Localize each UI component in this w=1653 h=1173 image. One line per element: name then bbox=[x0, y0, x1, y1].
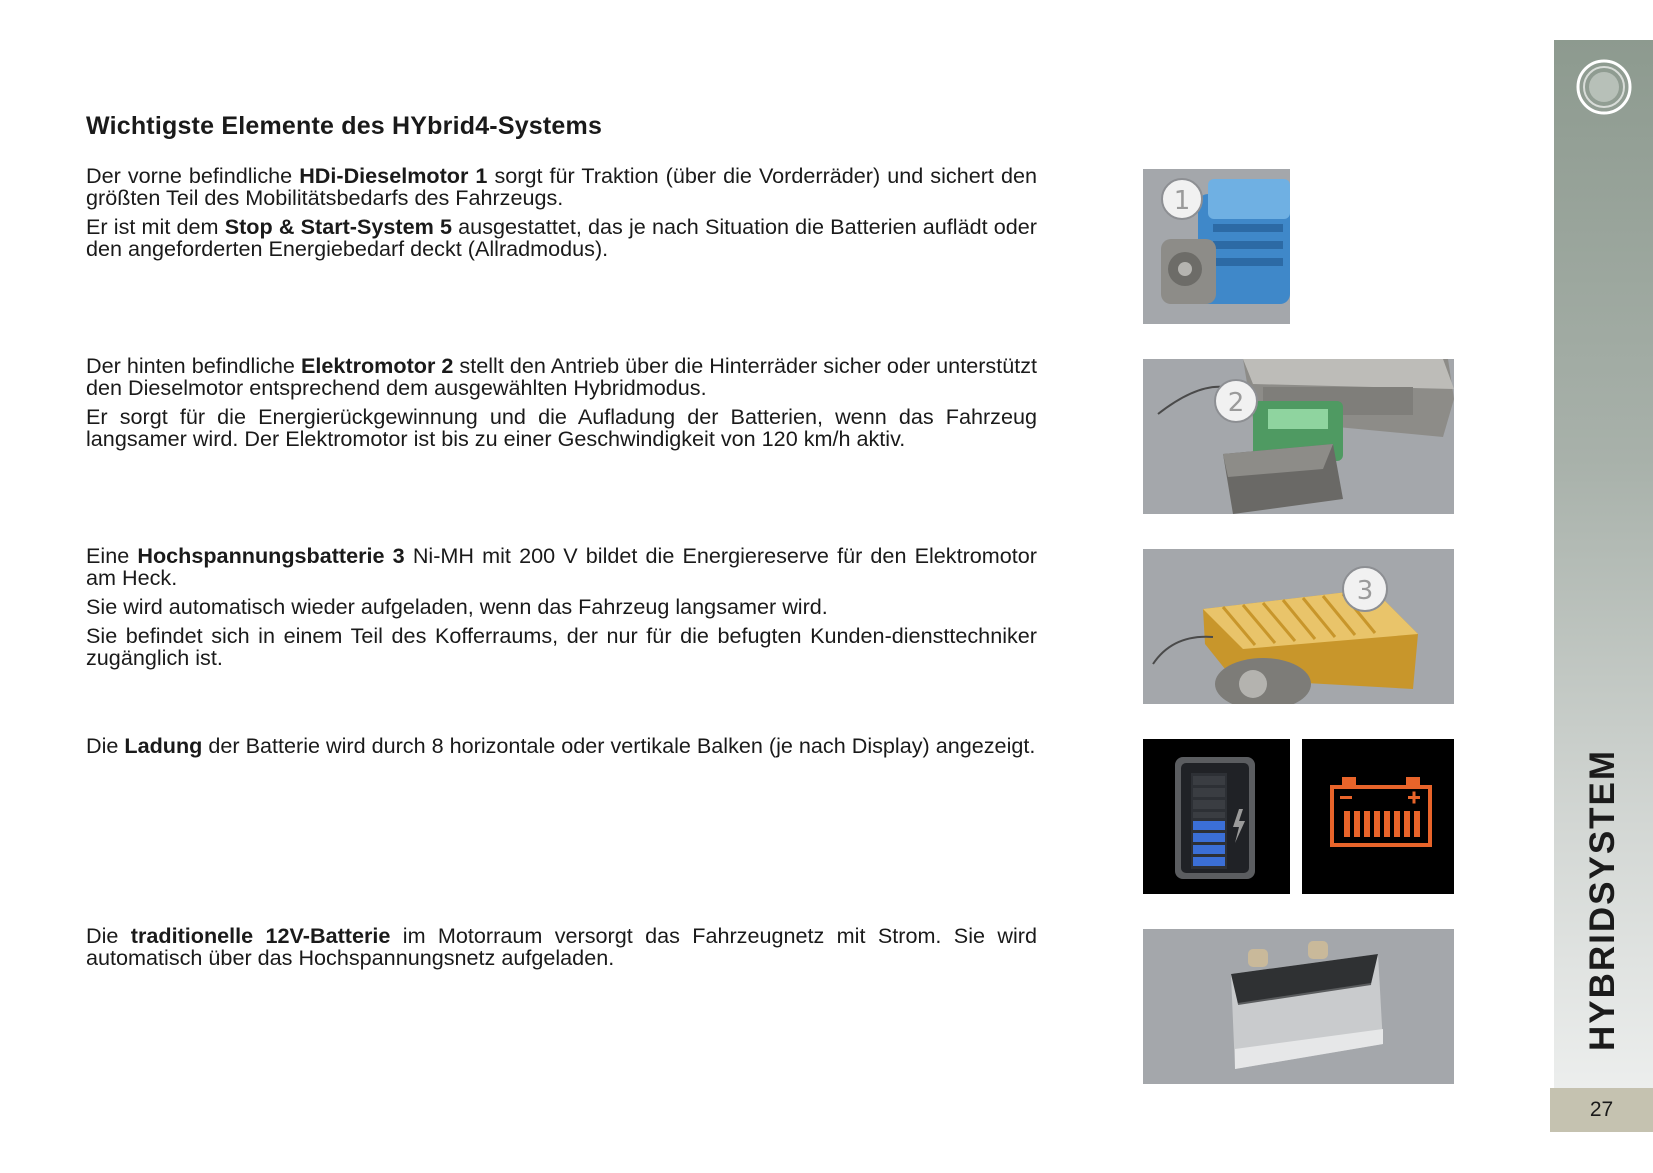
chapter-title: HYBRIDSYSTEM bbox=[1583, 748, 1622, 1052]
paragraph: Eine Hochspannungsbatterie 3 Ni-MH mit 200 V bildet die Energiereserve für den Elektromotor am Heck. bbox=[86, 543, 1037, 590]
page-heading: Wichtigste Elemente des HYbrid4-Systems bbox=[86, 112, 603, 140]
paragraph: Sie wird automatisch wieder aufgeladen, wenn das Fahrzeug langsamer wird. bbox=[86, 594, 828, 619]
electric-motor-image bbox=[1143, 359, 1454, 514]
paragraph: Die Ladung der Batterie wird durch 8 horizontale oder vertikale Balken (je nach Display) angezeigt. bbox=[86, 733, 1036, 758]
paragraph: Er ist mit dem Stop & Start-System 5 ausgestattet, das je nach Situation die Batterien auflädt oder den angeforderten Energiebedarf deckt (Allradmodus). bbox=[86, 214, 1037, 261]
paragraph: Er sorgt für die Energierückgewinnung und die Aufladung der Batterien, wenn das Fahrzeug langsamer wird. Der Elektromotor ist bis zu einer Geschwindigkeit von 120 km/h aktiv. bbox=[86, 404, 1037, 451]
callout-3: 3 bbox=[1356, 576, 1374, 606]
diesel-engine-image bbox=[1143, 169, 1290, 324]
paragraph: Der vorne befindliche HDi-Dieselmotor 1 sorgt für Traktion (über die Vorderräder) und sichert den größten Teil des Mobilitätsbedarfs des Fahrzeugs. bbox=[86, 163, 1037, 210]
paragraph: Der hinten befindliche Elektromotor 2 stellt den Antrieb über die Hinterräder sicher oder unterstützt den Dieselmotor entsprechend dem ausgewählten Hybridmodus. bbox=[86, 353, 1037, 400]
page-number: 27 bbox=[1550, 1088, 1653, 1132]
charge-display-vertical-image bbox=[1143, 739, 1290, 894]
section-diesel-engine bbox=[86, 165, 1037, 267]
paragraph: Sie befindet sich in einem Teil des Kofferraums, der nur für die befugten Kunden-diensttechniker zugänglich ist. bbox=[86, 623, 1037, 670]
12v-battery-image bbox=[1143, 929, 1454, 1084]
ring-icon bbox=[1574, 57, 1634, 117]
section-12v-battery bbox=[86, 925, 1037, 976]
callout-2: 2 bbox=[1227, 388, 1245, 418]
section-electric-motor bbox=[86, 355, 1037, 457]
callout-1: 1 bbox=[1173, 186, 1191, 216]
section-hv-battery bbox=[86, 545, 1037, 676]
hv-battery-image bbox=[1143, 549, 1454, 704]
section-charge-display bbox=[86, 735, 1037, 764]
charge-display-orange-image bbox=[1302, 739, 1454, 894]
paragraph: Die traditionelle 12V-Batterie im Motorraum versorgt das Fahrzeugnetz mit Strom. Sie wird automatisch über das Hochspannungsnetz aufgeladen. bbox=[86, 923, 1037, 970]
